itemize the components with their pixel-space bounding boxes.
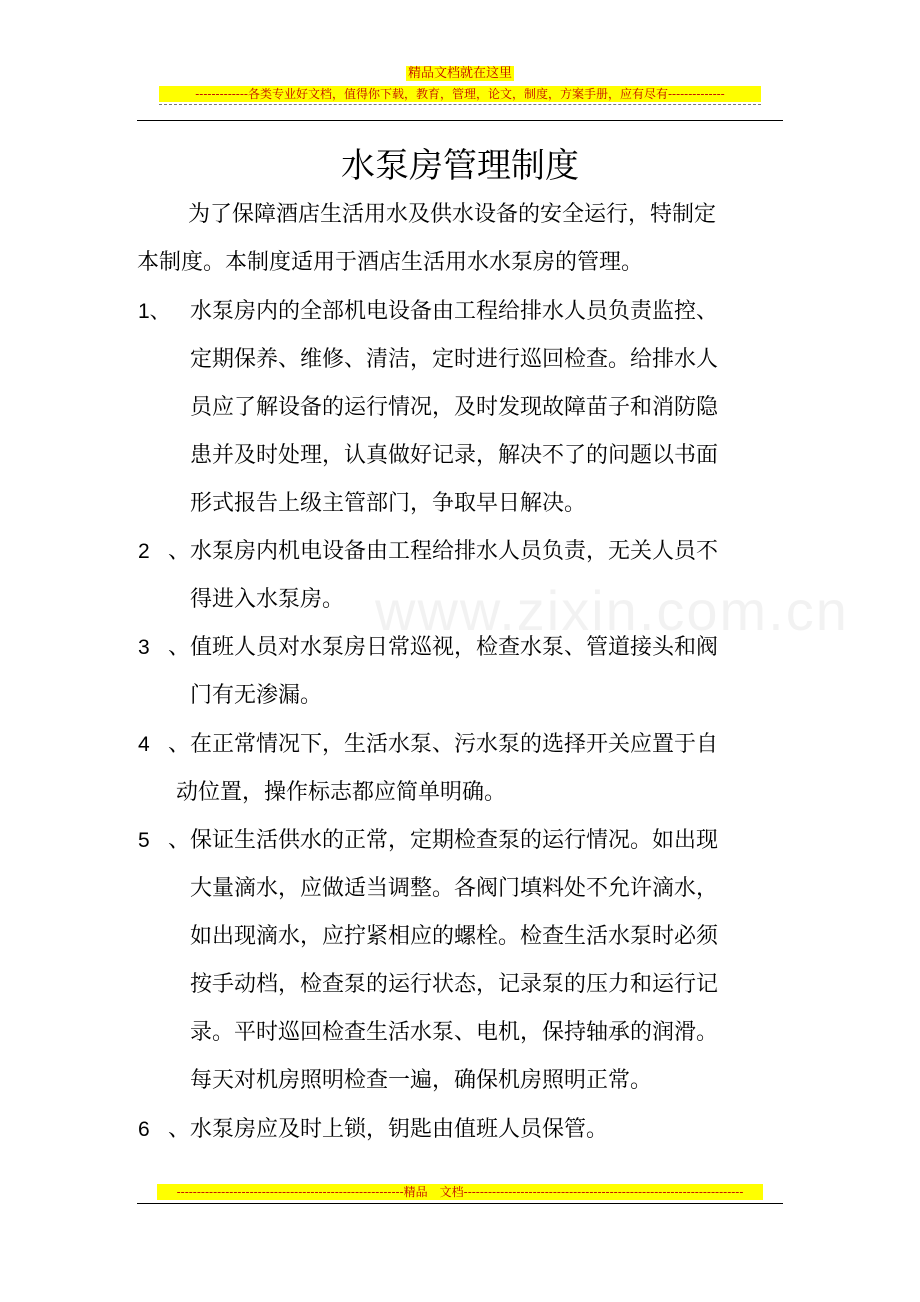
watermark: www.zixin.com.cn [375, 579, 849, 642]
item-line: 录。平时巡回检查生活水泵、电机，保持轴承的润滑。 [190, 1020, 719, 1045]
item-line: 动位置，操作标志都应简单明确。 [176, 780, 507, 805]
item-line: 得进入水泵房。 [190, 587, 345, 612]
footer-rule [137, 1203, 783, 1204]
header-label [0, 66, 920, 82]
item-line: 、值班人员对水泵房日常巡视，检查水泵、管道接头和阀 [168, 635, 719, 660]
item-line: 、水泵房内机电设备由工程给排水人员负责，无关人员不 [168, 539, 719, 564]
item-line: 患并及时处理，认真做好记录，解决不了的问题以书面 [190, 443, 719, 468]
item-line: 、水泵房应及时上锁，钥匙由值班人员保管。 [168, 1117, 609, 1142]
item-line: 水泵房内的全部机电设备由工程给排水人员负责监控、 [190, 299, 719, 324]
header-dashed-divider [159, 104, 761, 113]
document-title: 水泵房管理制度 [341, 146, 579, 186]
item-line: 形式报告上级主管部门，争取早日解决。 [190, 491, 587, 516]
item-line: 定期保养、维修、清洁，定时进行巡回检查。给排水人 [190, 347, 719, 372]
item-line: 大量滴水，应做适当调整。各阀门填料处不允许滴水， [190, 876, 719, 901]
intro-line: 为了保障酒店生活用水及供水设备的安全运行，特制定 [188, 202, 717, 227]
item-line: 按手动档，检查泵的运行状态，记录泵的压力和运行记 [190, 972, 719, 997]
intro-line: 本制度。本制度适用于酒店生活用水水泵房的管理。 [137, 250, 644, 275]
item-line: 、在正常情况下，生活水泵、污水泵的选择开关应置于自 [168, 732, 719, 757]
item-number: 2 [138, 540, 150, 563]
item-number: 6 [138, 1118, 150, 1141]
item-line: 每天对机房照明检查一遍，确保机房照明正常。 [190, 1068, 653, 1093]
item-number: 1、 [138, 300, 171, 323]
item-line: 员应了解设备的运行情况，及时发现故障苗子和消防隐 [190, 395, 719, 420]
footer-banner: --------------------------------------------------------精品 文档--------------------------------------------------------------------- [157, 1184, 763, 1200]
item-line: 、保证生活供水的正常，定期检查泵的运行情况。如出现 [168, 828, 719, 853]
item-line: 如出现滴水，应拧紧相应的螺栓。检查生活水泵时必须 [190, 924, 719, 949]
header-rule [137, 120, 783, 121]
item-number: 5 [138, 829, 150, 852]
item-number: 4 [138, 733, 150, 756]
item-number: 3 [138, 636, 150, 659]
item-line: 门有无渗漏。 [190, 683, 323, 708]
header-label-text: 精品文档就在这里 [407, 66, 512, 81]
header-banner: -------------各类专业好文档，值得你下载，教育，管理，论文，制度，方案手册，应有尽有-------------- [159, 86, 761, 102]
